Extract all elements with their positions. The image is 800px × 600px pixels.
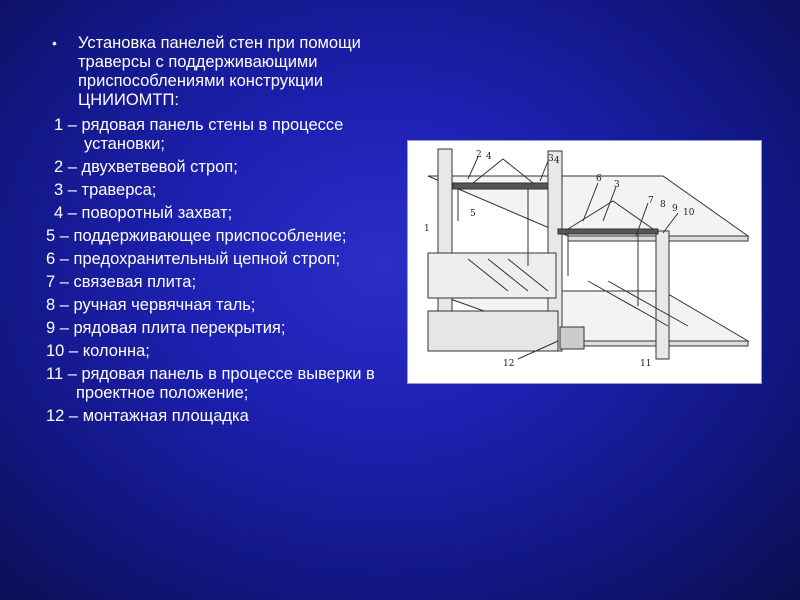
label-5: 5 xyxy=(470,209,476,219)
intro-paragraph xyxy=(46,34,406,110)
label-12: 12 xyxy=(503,359,515,369)
legend-item-6: 6 – предохранительный цепной строп; xyxy=(46,250,341,268)
legend-item-4: 4 – поворотный захват; xyxy=(54,204,233,222)
label-1: 1 xyxy=(424,224,430,234)
legend-item-1: 1 – рядовая панель стены в процессе установки; xyxy=(54,116,344,153)
label-2: 2 xyxy=(476,150,482,160)
legend-item-10: 10 – колонна; xyxy=(46,342,150,360)
intro-text: Установка панелей стен при помощи траверсы с поддерживающими приспособлениями конструкции ЦНИИОМТП: xyxy=(78,34,361,109)
legend-item-5: 5 – поддерживающее приспособление; xyxy=(46,227,347,245)
label-7: 7 xyxy=(648,196,654,206)
label-3b: 3 xyxy=(614,180,620,190)
label-3a: 3 xyxy=(548,154,554,164)
label-4a: 4 xyxy=(486,152,492,162)
legend-item-12: 12 – монтажная площадка xyxy=(46,407,249,425)
legend-item-8: 8 – ручная червячная таль; xyxy=(46,296,256,314)
drawing-svg xyxy=(408,141,761,383)
legend-item-11: 11 – рядовая панель в процессе выверки в проектное положение; xyxy=(46,365,375,402)
label-10: 10 xyxy=(683,208,695,218)
legend-item-2: 2 – двухветвевой строп; xyxy=(54,158,238,176)
legend-text xyxy=(46,34,406,430)
label-8: 8 xyxy=(660,200,666,210)
bullet-icon: • xyxy=(52,35,57,51)
label-6: 6 xyxy=(596,174,602,184)
legend-item-3: 3 – траверса; xyxy=(54,181,157,199)
label-11: 11 xyxy=(640,359,652,369)
legend-item-9: 9 – рядовая плита перекрытия; xyxy=(46,319,286,337)
label-4b: 4 xyxy=(554,156,560,166)
label-9: 9 xyxy=(672,204,678,214)
construction-drawing xyxy=(407,140,762,384)
legend-item-7: 7 – связевая плита; xyxy=(46,273,197,291)
